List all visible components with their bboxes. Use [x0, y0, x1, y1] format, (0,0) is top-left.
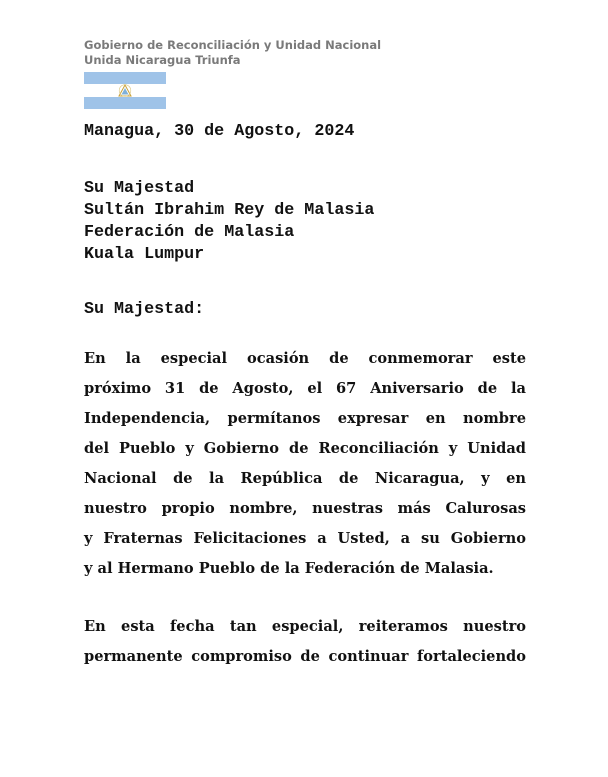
paragraph-line: Independencia, permítanos expresar en nombre [84, 410, 526, 427]
letterhead-slogan: Unida Nicaragua Triunfa [84, 53, 241, 67]
paragraph-line: En la especial ocasión de conmemorar este [84, 350, 526, 367]
recipient-line: Federación de Malasia [84, 223, 295, 242]
letter-date: Managua, 30 de Agosto, 2024 [84, 122, 355, 141]
recipient-address [84, 178, 374, 266]
paragraph-line: permanente compromiso de continuar fortaleciendo [84, 648, 526, 665]
salutation: Su Majestad: [84, 300, 205, 319]
paragraph-line: del Pueblo y Gobierno de Reconciliación y Unidad [84, 440, 526, 457]
body-paragraph-1 [84, 344, 526, 584]
body-paragraph-2 [84, 612, 526, 672]
recipient-line: Sultán Ibrahim Rey de Malasia [84, 201, 375, 220]
paragraph-line: nuestro propio nombre, nuestras más Calurosas [84, 500, 526, 517]
nicaragua-flag [84, 72, 166, 109]
paragraph-line: En esta fecha tan especial, reiteramos nuestro [84, 618, 526, 635]
letterhead-government-name: Gobierno de Reconciliación y Unidad Nacional [84, 38, 382, 52]
paragraph-line: Nacional de la República de Nicaragua, y en [84, 470, 526, 487]
recipient-line: Su Majestad [84, 179, 195, 198]
paragraph-line: próximo 31 de Agosto, el 67 Aniversario de la [84, 380, 526, 397]
paragraph-line: y al Hermano Pueblo de la Federación de Malasia. [84, 560, 494, 577]
flag-bottom-stripe [84, 97, 166, 109]
paragraph-line: y Fraternas Felicitaciones a Usted, a su Gobierno [84, 530, 526, 547]
flag-top-stripe [84, 72, 166, 84]
recipient-line: Kuala Lumpur [84, 245, 205, 264]
nicaragua-coat-of-arms-icon [118, 84, 132, 97]
